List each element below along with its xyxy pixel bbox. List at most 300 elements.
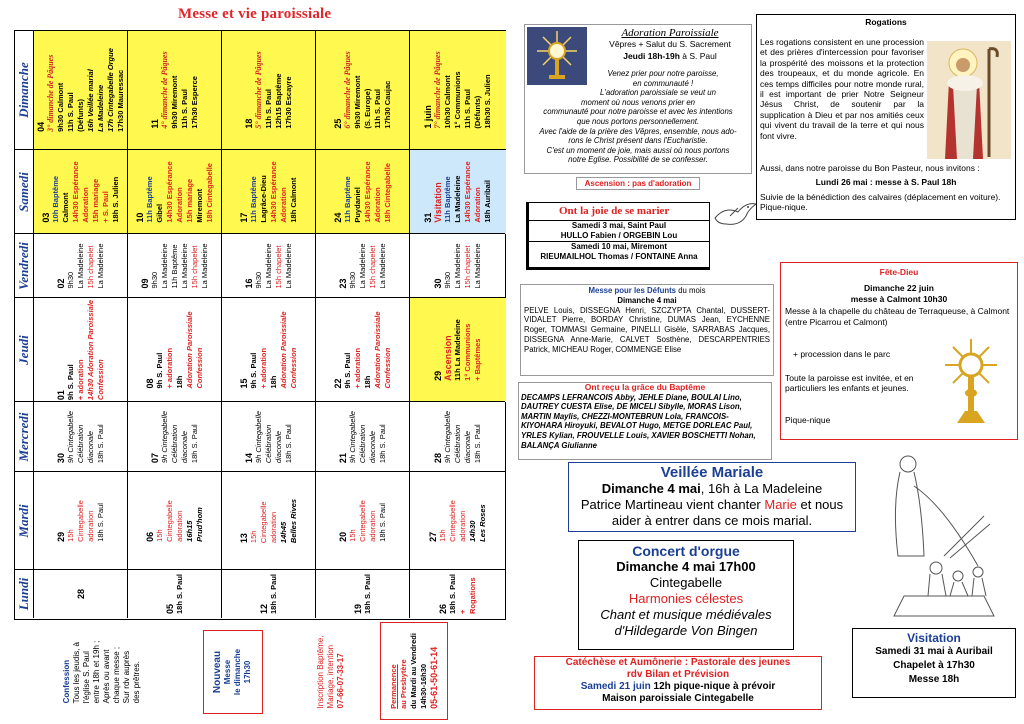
event-line: 15h chapelet	[86, 245, 95, 289]
event-line: 18h S. Paul	[96, 424, 105, 464]
event-line: 11h S. Paul	[66, 92, 75, 132]
event-line: Cintegabelle	[448, 500, 457, 542]
inscription-line: Mariage, intention	[326, 644, 335, 709]
cell-content	[76, 589, 86, 599]
event-line: 9h30	[254, 271, 263, 289]
nouveau-title: Nouveau	[212, 650, 223, 694]
event-line: La Madeleine	[96, 243, 105, 289]
confession-line: Après ou avant	[102, 649, 111, 704]
cell-content	[56, 411, 106, 463]
event-line: 18h	[269, 375, 278, 389]
event-line: 18h S. Paul	[175, 573, 184, 615]
day-number: 27	[428, 531, 438, 542]
adoration-text-line: Venez prier pour notre paroisse,	[607, 69, 719, 78]
calendar-cell	[127, 150, 222, 234]
day-label-text: Mercredi	[16, 412, 31, 462]
day-label-text: Vendredi	[16, 242, 31, 290]
day-number: 12	[259, 604, 269, 615]
event-line: 16h Veillée marial	[86, 69, 95, 132]
confession-title: Confession	[62, 659, 71, 704]
event-line: 11h Baptême	[145, 176, 154, 223]
event-line: 9h30	[150, 271, 159, 289]
event-line: Calmont	[61, 192, 70, 223]
event-line: 15h chapelet	[190, 245, 199, 289]
day-number: 07	[150, 453, 160, 464]
event-line: 18h S. Julien	[111, 176, 120, 223]
event-line: 14h30 Espérance	[165, 161, 174, 223]
cell-content	[150, 51, 200, 128]
cell-content	[259, 574, 279, 614]
day-number: 26	[438, 604, 448, 615]
nouveau-box	[203, 630, 263, 714]
event-line: Cintegabelle	[165, 500, 174, 542]
event-line: 9h Cintegabelle	[443, 410, 452, 464]
permanence-line: au Presbytère	[399, 659, 408, 709]
day-number: 22	[333, 378, 343, 389]
event-line: Lagrâce-Dieu	[259, 175, 268, 223]
calendar-cell	[221, 402, 316, 472]
day-number: 03	[41, 212, 51, 223]
day-label	[15, 150, 33, 234]
event-line: Puydaniel	[353, 187, 362, 223]
nouveau-line: le dimanche	[233, 648, 242, 696]
cell-content	[239, 161, 299, 222]
event-line: 14h30 Espérance	[269, 161, 278, 223]
event-line: 18h S. Paul	[378, 503, 387, 542]
calendar-cell	[221, 472, 316, 570]
concert-desc: Chant et musique médiévales	[600, 607, 772, 622]
event-line: diaconale	[180, 430, 189, 464]
event-line: Adoration	[473, 187, 482, 223]
event-line: Adoration	[81, 187, 90, 223]
day-number: 14	[244, 453, 254, 464]
event-line: La Madeleine	[200, 243, 209, 289]
event-line: +	[458, 609, 467, 615]
cell-content	[56, 300, 106, 400]
calendar-cell	[33, 570, 128, 618]
event-line: 18h Auribail	[483, 179, 492, 223]
confession-line: Tous les jeudis, à	[72, 641, 81, 704]
day-number: 29	[433, 370, 443, 381]
event-line: Cintegabelle	[358, 500, 367, 542]
event-line: La Madeleine	[76, 243, 85, 289]
event-line: La Madeleine	[473, 243, 482, 289]
day-number: 15	[239, 378, 249, 389]
event-line: 16h15	[185, 520, 194, 542]
event-line: 11h S. Paul	[264, 88, 273, 129]
event-line: 11h Baptême	[249, 176, 258, 223]
day-title: Ascension	[443, 335, 453, 381]
cell-content	[423, 161, 493, 222]
calendar-cell	[33, 31, 128, 149]
adoration-when: Jeudi 18h-19h	[623, 51, 680, 61]
concert-desc: d'Hildegarde Von Bingen	[614, 623, 758, 638]
calendar-cell	[409, 150, 506, 234]
event-line: diaconale	[368, 430, 377, 464]
bapteme-list: DECAMPS LEFRANCOIS Abby, JEHLE Diane, BOULAI Lino, DAUTREY CUESTA Elise, DE MICELI Sibylle, MORAS Lison, MARTIN Maylis, CHEZZI-MONTEBRUN Lola, FRANCOIS-KIYOHARA Hiroyuki, BEVALOT Hugo, METGE DORLEAC Paul, YRLES Kylian, FROUVELLE Louis, XAVIER BOSCHETTI Nohan, BALANÇA Giulianne	[521, 392, 756, 450]
day-number: 29	[56, 531, 66, 542]
event-line: (S. Europe)	[363, 88, 372, 129]
defunts-title: Messe pour les Défunts	[588, 286, 677, 295]
calendar-row-mardi	[15, 471, 505, 570]
event-line: 18h S. Paul	[190, 424, 199, 464]
event-line: 17h30 Mauressac	[116, 69, 125, 132]
calendar-cell	[127, 570, 222, 618]
event-line: 11h Baptême	[443, 176, 452, 223]
event-line: 11h Baptême	[170, 244, 179, 289]
mariage-couple: HULLO Fabien / ORGEBIN Lou	[529, 231, 709, 242]
event-line: + adoration	[76, 359, 85, 401]
event-line: 9h30	[443, 271, 452, 289]
event-line: 18h S. Paul	[363, 573, 372, 615]
adoration-where: à S. Paul	[682, 51, 717, 61]
day-number: 30	[433, 278, 443, 289]
adoration-title: Adoration Paroissiale	[621, 27, 719, 39]
event-line: 15h chapelet	[463, 245, 472, 289]
calendar-cell	[315, 472, 410, 570]
fete-dieu-mass: messe à Calmont 10h30	[850, 293, 948, 304]
event-line: (Défunts)	[473, 95, 482, 129]
event-line: 18h Calmont	[289, 177, 298, 223]
calendar	[14, 30, 506, 620]
day-title: 7° dimanche de Pâques	[433, 51, 442, 129]
event-line: Adoration Paroissiale	[185, 311, 194, 389]
event-line: 18h	[363, 375, 372, 389]
day-label	[15, 298, 33, 402]
mariage-date: Samedi 10 mai, Miremont	[570, 242, 668, 251]
day-number: 11	[150, 119, 160, 129]
adoration-text-line: L'adoration paroissiale se veut un	[600, 88, 716, 98]
calendar-cell	[33, 472, 128, 570]
visitation-title: Visitation	[907, 631, 961, 645]
calendar-cell	[315, 234, 410, 298]
rogations-invite: Aussi, dans notre paroisse du Bon Pasteur, nous invitons :	[760, 163, 980, 173]
veillee-panel	[568, 462, 856, 532]
bapteme-panel	[518, 382, 772, 460]
event-line: La Madeleine	[264, 243, 273, 289]
calendar-cell	[127, 31, 222, 149]
event-line: Prud'hom	[195, 507, 204, 542]
event-line: 9h30 Miremont	[353, 75, 362, 129]
day-number: 28	[433, 453, 443, 464]
bapteme-title: Ont reçu la grâce du Baptême	[584, 382, 706, 392]
event-line: 9h30	[66, 271, 75, 289]
event-line: Célébration	[453, 424, 462, 464]
event-line: 9h S. Paul	[343, 352, 352, 389]
concert-panel	[578, 540, 794, 650]
day-number: 20	[338, 531, 348, 542]
event-line: 11h La Madeleine	[453, 319, 462, 381]
event-line: adoration	[458, 510, 467, 542]
day-number: 16	[244, 278, 254, 289]
event-line: 18h S. Paul	[378, 424, 387, 464]
event-line: La Madeleine	[453, 175, 462, 223]
event-line: 1° Communions	[463, 323, 472, 381]
event-line: Confession	[383, 347, 392, 389]
visitation-line: Samedi 31 mai à Auribail	[875, 646, 993, 657]
cell-content	[333, 311, 393, 388]
cell-content	[150, 411, 200, 463]
defunts-title-suffix: du mois	[676, 286, 706, 295]
veillee-text: et nous	[796, 497, 844, 512]
day-number: 02	[56, 278, 66, 289]
event-line: diaconale	[463, 430, 472, 464]
calendar-cell	[33, 150, 128, 234]
visitation-panel	[852, 628, 1016, 698]
day-number: 24	[333, 212, 343, 223]
event-line: 11h S. Paul	[180, 88, 189, 129]
event-line: 14h30 Espérance	[363, 161, 372, 223]
day-number: 19	[353, 604, 363, 615]
event-line: 18h	[175, 375, 184, 389]
calendar-cell	[315, 402, 410, 472]
cell-content	[423, 51, 493, 128]
day-title: Visitation	[433, 182, 443, 223]
fete-dieu-title: Fête-Dieu	[879, 267, 919, 277]
event-line: 17h Cintegabelle Orgue	[106, 48, 115, 132]
calendar-cell	[33, 402, 128, 472]
event-line: + Baptêmes	[473, 338, 482, 381]
event-line: Célébration	[170, 424, 179, 464]
day-number: 04	[36, 121, 46, 132]
rogations-after: Suivie de la bénédiction des calvaires (déplacement en voiture). Pique-nique.	[760, 192, 1001, 213]
calendar-row-vendredi	[15, 233, 505, 298]
event-line: La Madeleine	[180, 243, 189, 289]
catechese-date: Samedi 21 juin	[580, 681, 651, 692]
day-label	[15, 570, 33, 618]
event-line: Belles Rives	[289, 498, 298, 544]
calendar-cell	[315, 570, 410, 618]
event-line: + S. Paul	[101, 191, 110, 223]
day-label	[15, 234, 33, 298]
event-line: 9h Cintegabelle	[160, 410, 169, 464]
event-line: 15h	[438, 529, 447, 542]
event-line: 15h mariage	[185, 178, 194, 223]
cell-content	[433, 411, 483, 463]
event-line: Adoration Paroissiale	[373, 311, 382, 389]
day-label	[15, 31, 33, 149]
fete-dieu-text4: Pique-nique	[785, 415, 831, 425]
day-title: 6° dimanche de Pâques	[343, 51, 352, 129]
event-line: La Madeleine	[378, 243, 387, 289]
catechese-title: Catéchèse et Aumônerie : Pastorale des jeunes	[565, 657, 791, 668]
inscription-phone: 07-66-07-33-17	[336, 653, 345, 709]
event-line: 15h	[155, 529, 164, 542]
event-line: Rogations	[468, 577, 477, 615]
visitation-image	[874, 446, 1014, 622]
catechese-panel	[534, 656, 822, 710]
adoration-panel	[524, 24, 752, 174]
event-line: 1° Communions	[453, 71, 462, 129]
mariage-title: Ont la joie de se marier	[559, 205, 670, 217]
cell-content	[244, 243, 294, 288]
calendar-row-lundi	[15, 569, 505, 618]
day-title: 5° dimanche de Pâques	[254, 51, 263, 129]
event-line: 14h30 Espérance	[71, 161, 80, 223]
veillee-title: Veillée Mariale	[660, 464, 764, 481]
confession-line: l'église S. Paul	[82, 651, 91, 704]
defunts-date: Dimanche 4 mai	[617, 295, 677, 305]
inscription-box	[302, 624, 360, 720]
event-line: Adoration	[373, 187, 382, 223]
event-line: 10h Baptême	[51, 175, 60, 223]
calendar-row-mercredi	[15, 401, 505, 472]
calendar-cell	[409, 298, 506, 402]
catechese-time: 12h pique-nique à prévoir	[650, 681, 776, 692]
cell-content	[56, 500, 106, 542]
confession-line: chaque messe ;	[112, 646, 121, 704]
cell-content	[433, 319, 483, 381]
day-label	[15, 472, 33, 570]
event-line: 11h S. Paul	[373, 88, 382, 129]
event-line: Cintegabelle	[76, 500, 85, 542]
event-line: 15h chapelet	[274, 245, 283, 289]
event-line: La Madeleine	[160, 243, 169, 289]
fete-dieu-text3: Toute la paroisse est invitée, et en particuliers les enfants et jeunes.	[785, 373, 914, 394]
calendar-cell	[33, 234, 128, 298]
defunts-panel	[520, 284, 774, 376]
event-line: 17h30 Esperce	[190, 76, 199, 129]
event-line: Célébration	[76, 424, 85, 464]
day-number: 09	[140, 278, 150, 289]
event-line: 15h	[348, 529, 357, 542]
day-title: 4° dimanche de Pâques	[160, 51, 169, 129]
dove-icon	[710, 198, 760, 232]
calendar-cell	[409, 234, 506, 298]
catechese-place: Maison paroissiale Cintegabelle	[602, 693, 754, 704]
event-line: Gibel	[155, 203, 164, 223]
event-line: Célébration	[264, 424, 273, 464]
event-line: Adoration	[279, 187, 288, 223]
veillee-text: Patrice Martineau vient chanter	[580, 497, 765, 512]
mariage-panel	[526, 202, 710, 270]
calendar-row-dimanche	[15, 31, 505, 149]
event-line: 18h S. Paul	[473, 424, 482, 464]
day-title: 3° dimanche de Pâques	[46, 54, 55, 132]
event-line: adoration	[368, 510, 377, 542]
event-line: La Madeleine	[358, 243, 367, 289]
permanence-line: du Mardi au Vendredi	[409, 633, 418, 709]
day-number: 13	[239, 533, 249, 544]
cell-content	[239, 311, 299, 388]
event-line: Célébration	[358, 424, 367, 464]
event-line: 15h mariage	[91, 178, 100, 223]
cell-content	[244, 51, 294, 128]
fete-dieu-panel	[780, 262, 1018, 440]
calendar-cell	[221, 234, 316, 298]
visitation-line: Messe 18h	[908, 674, 960, 685]
day-label-text: Lundi	[16, 577, 31, 611]
calendar-cell	[315, 298, 410, 402]
day-label	[15, 402, 33, 472]
event-line: La Madeleine	[96, 84, 105, 132]
event-line: Miremont	[195, 188, 204, 223]
event-line: 15h chapelet	[368, 245, 377, 289]
day-number: 18	[244, 118, 254, 129]
event-line: 9h Cintegabelle	[254, 410, 263, 464]
event-line: 9h S. Paul	[155, 352, 164, 389]
event-line: diaconale	[274, 430, 283, 464]
event-line: 18h S. Paul	[96, 503, 105, 542]
rogations-text: Les rogations consistent en une procession et des prières d'intercession pour favoriser la prospérité des moissons et la protection des troupeaux, et du monde agricole. En ces temps difficiles pour notre monde rural, il est important de prier Notre Seigneur Jésus Christ, de soutenir par la supplication à Dieu et par nos amitiés ceux qui vivent du travail de la terre et qui nous font vivre.	[760, 37, 924, 141]
event-line: 17h30 Escayre	[284, 76, 293, 129]
adoration-text-line: rons le Christ présent dans l'Eucharistie.	[568, 136, 708, 146]
cell-content	[36, 48, 126, 132]
calendar-cell	[127, 234, 222, 298]
day-number: 21	[338, 453, 348, 464]
event-line: Adoration	[175, 187, 184, 223]
calendar-cell	[33, 298, 128, 402]
cell-content	[165, 574, 185, 614]
mariage-date: Samedi 3 mai, Saint Paul	[571, 221, 667, 230]
calendar-row-samedi	[15, 149, 505, 234]
veillee-text: aider à entrer dans ce mois marial.	[611, 513, 813, 528]
cell-content	[433, 243, 483, 288]
event-line: 14h45	[279, 521, 288, 544]
event-line: 17h30 Caujac	[383, 80, 392, 129]
cell-content	[333, 161, 393, 222]
day-number: 06	[145, 531, 155, 542]
rogations-title: Rogations	[865, 17, 907, 27]
adoration-text-line: que nous portons personnellement.	[576, 116, 700, 126]
day-label-text: Dimanche	[16, 62, 31, 118]
rogations-date: Lundi 26 mai : messe à S. Paul 18h	[815, 177, 957, 187]
concert-title: Concert d'orgue	[632, 543, 740, 559]
day-label-text: Mardi	[16, 504, 31, 538]
cell-content	[41, 161, 121, 222]
cell-content	[353, 574, 373, 614]
inscription-line: Inscription Baptême,	[316, 635, 325, 709]
event-line: Adoration Paroissiale	[279, 311, 288, 389]
cell-content	[338, 411, 388, 463]
confession-line: Sur rdv auprès	[122, 650, 131, 704]
day-label-text: Samedi	[16, 172, 31, 212]
cell-content	[338, 500, 388, 542]
event-line: 11h Baptême	[343, 176, 352, 223]
veillee-marie: Marie	[764, 497, 797, 512]
cell-content	[56, 243, 106, 288]
adoration-subtitle: Vêpres + Salut du S. Sacrement	[609, 39, 731, 49]
calendar-cell	[409, 570, 506, 618]
event-line: (Défunts)	[76, 98, 85, 132]
event-line: 9h30 Calmont	[56, 82, 65, 132]
event-line: adoration	[269, 511, 278, 544]
day-label-text: Jeudi	[16, 335, 31, 365]
cell-content	[239, 499, 299, 543]
cell-content	[438, 574, 478, 614]
day-number: 23	[338, 278, 348, 289]
cell-content	[145, 500, 205, 542]
adoration-text-line: Avec l'aide de la prière des Vêpres, ensemble, nous ado-	[539, 126, 737, 136]
veillee-place: , 16h à La Madeleine	[700, 481, 823, 496]
adoration-text-line: communauté pour notre paroisse et avec les intentions	[543, 107, 733, 117]
adoration-text-line: notre Eglise. Possibilité de se confesser.	[568, 155, 708, 165]
day-number: 05	[165, 604, 175, 615]
event-line: 9h S. Paul	[249, 352, 258, 389]
cell-content	[145, 311, 205, 388]
cell-content	[140, 243, 210, 288]
day-number: 25	[333, 118, 343, 129]
calendar-cell	[315, 31, 410, 149]
calendar-cell	[221, 570, 316, 618]
event-line: 9h Cintegabelle	[66, 410, 75, 464]
event-line: 15h	[249, 530, 258, 544]
visitation-line: Chapelet à 17h30	[893, 660, 975, 671]
event-line: adoration	[175, 510, 184, 542]
day-number: 30	[56, 453, 66, 464]
shepherd-icon	[927, 41, 1011, 159]
event-line: 9h S. Paul	[66, 364, 75, 401]
